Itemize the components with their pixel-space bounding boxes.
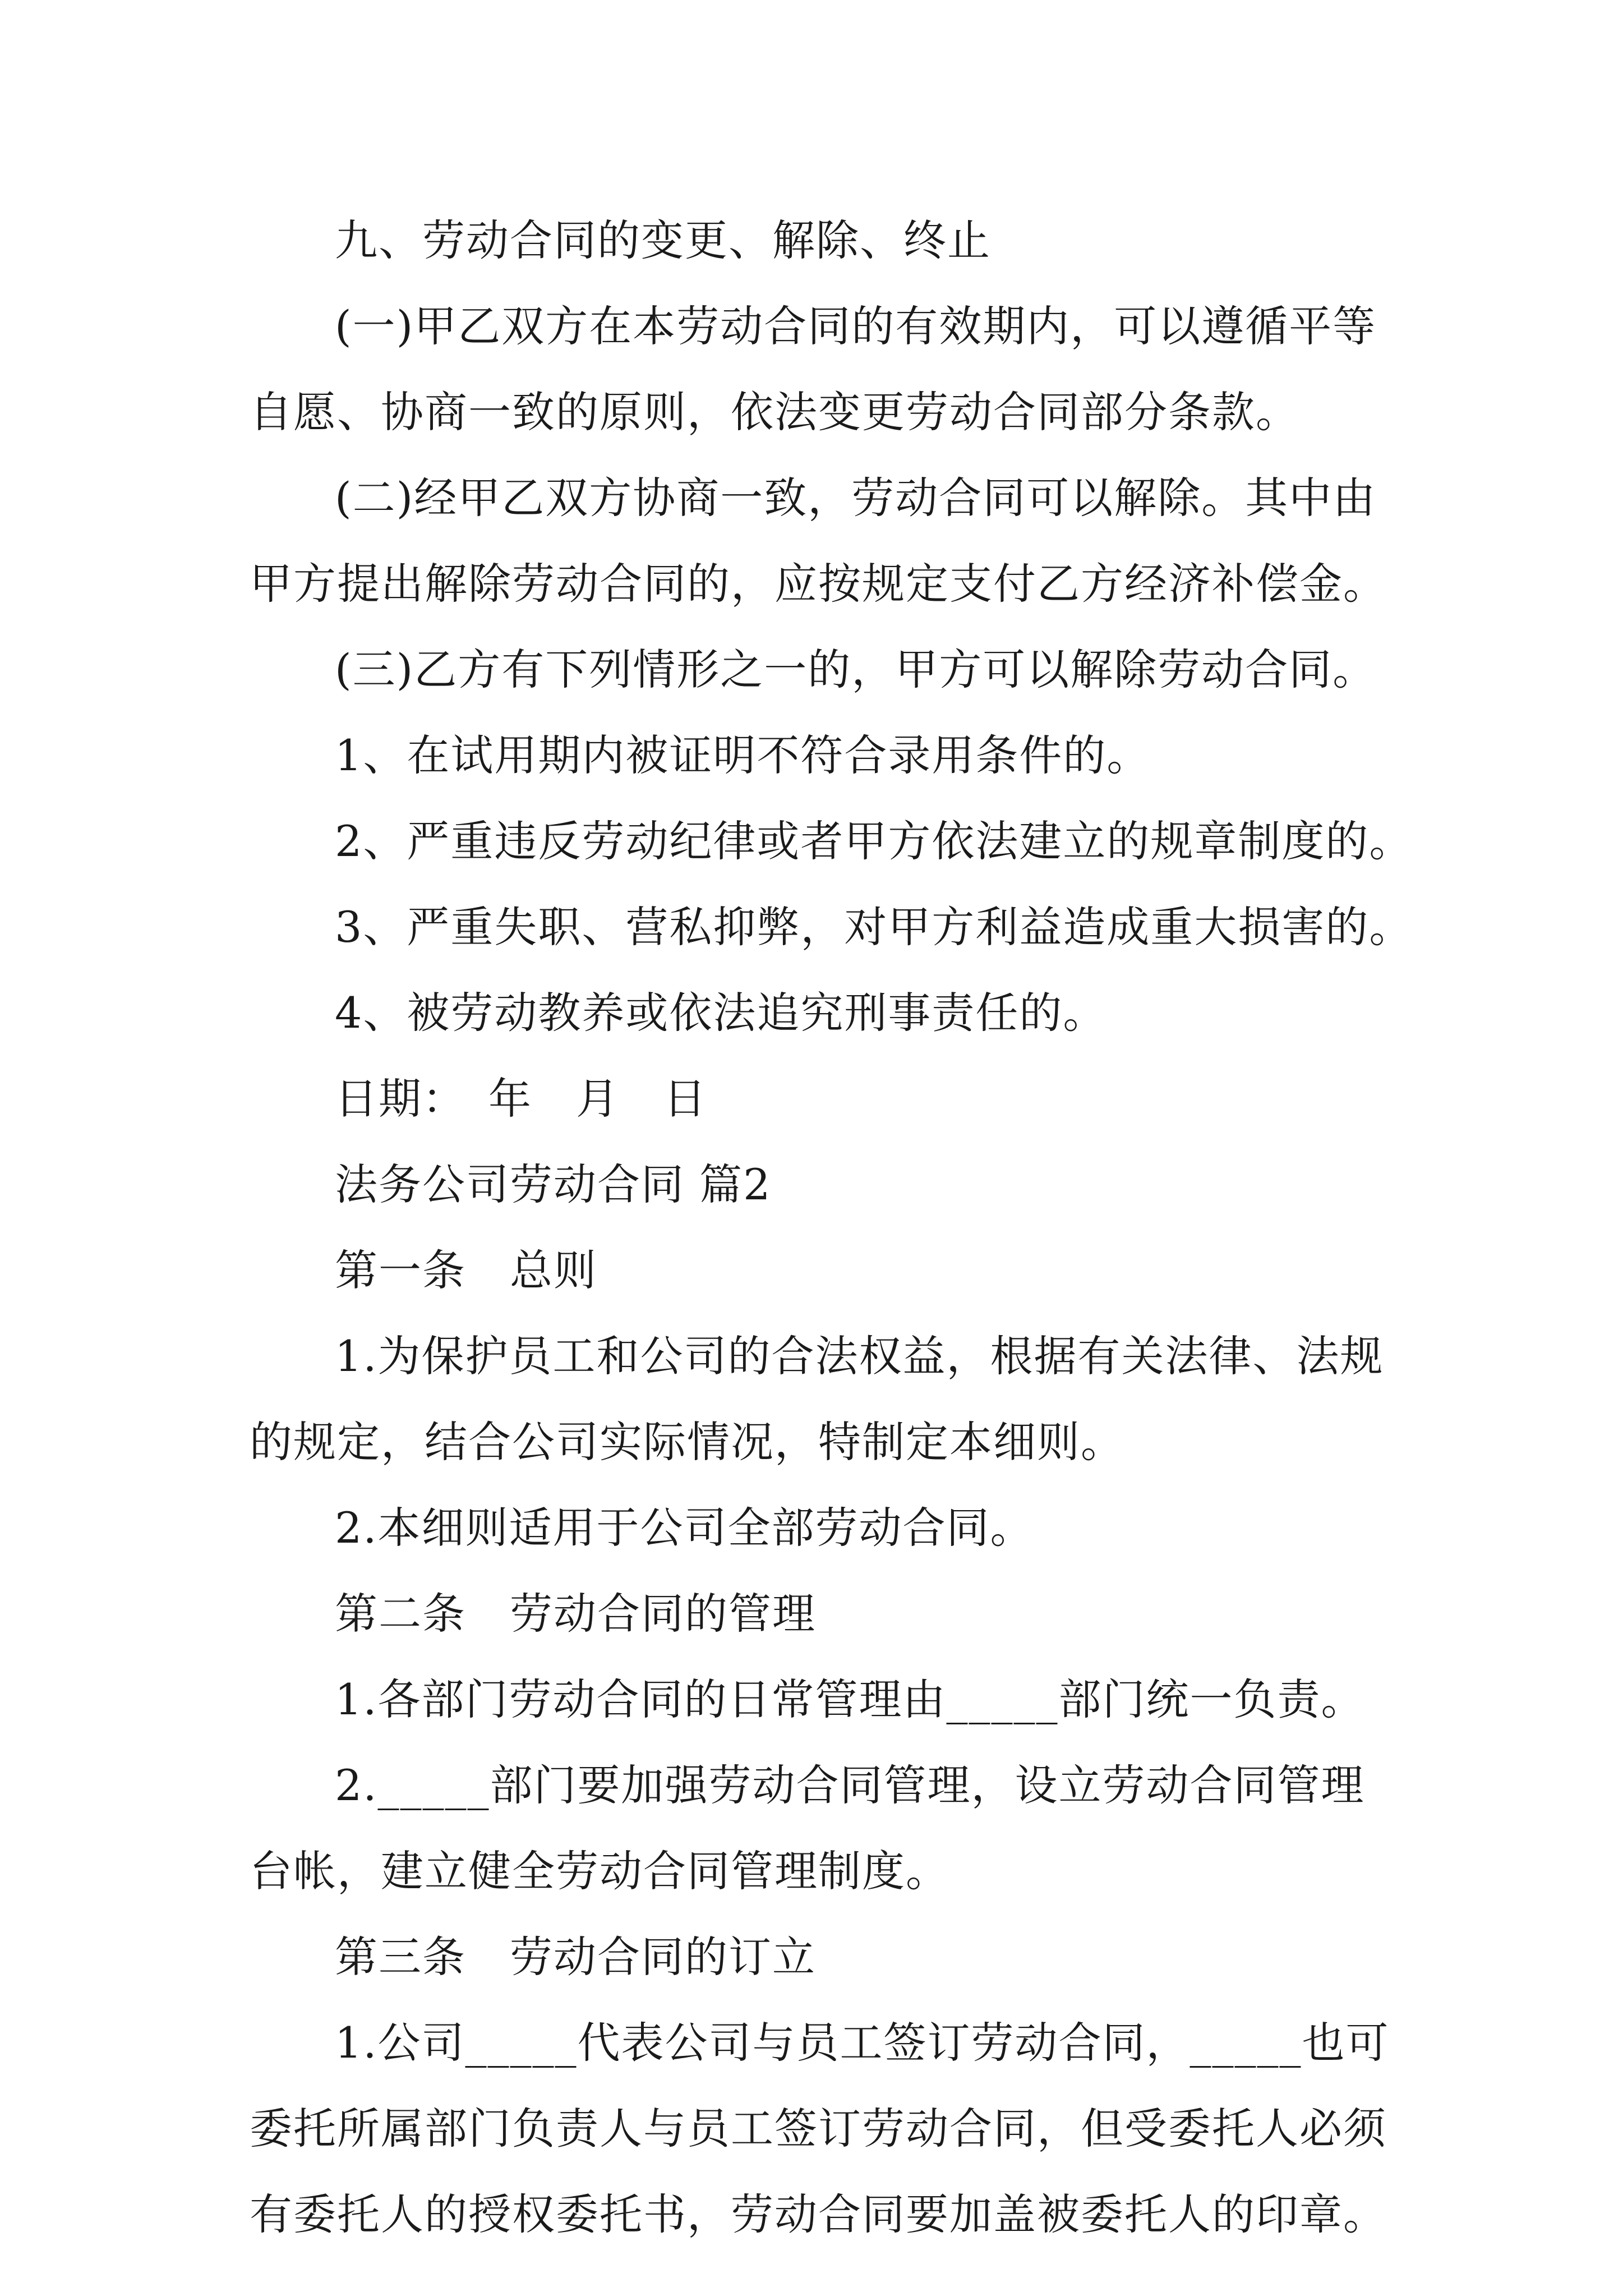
text-line: 1.为保护员工和公司的合法权益，根据有关法律、法规: [335, 1331, 1384, 1381]
text-line: 有委托人的授权委托书，劳动合同要加盖被委托人的印章。: [250, 2189, 1387, 2239]
text-line: 1、在试用期内被证明不符合录用条件的。: [335, 730, 1151, 780]
text-line: 1.各部门劳动合同的日常管理由_____部门统一负责。: [335, 1674, 1365, 1724]
text-line: 2.本细则适用于公司全部劳动合同。: [335, 1503, 1034, 1553]
text-line: 法务公司劳动合同 篇2: [335, 1159, 772, 1209]
text-line: 台帐，建立健全劳动合同管理制度。: [250, 1846, 949, 1896]
text-line: (一)甲乙双方在本劳动合同的有效期内，可以遵循平等: [335, 301, 1377, 351]
text-line: 第三条 劳动合同的订立: [335, 1932, 816, 1982]
text-line: 2._____部门要加强劳动合同管理，设立劳动合同管理: [335, 1760, 1365, 1810]
text-line: 3、严重失职、营私抑弊，对甲方利益造成重大损害的。: [335, 902, 1413, 952]
text-line: 2、严重违反劳动纪律或者甲方依法建立的规章制度的。: [335, 816, 1413, 866]
text-line: 4、被劳动教养或依法追究刑事责任的。: [335, 988, 1107, 1038]
text-line: 第一条 总则: [335, 1245, 597, 1295]
text-line: 的规定，结合公司实际情况，特制定本细则。: [250, 1417, 1124, 1467]
text-line: 自愿、协商一致的原则，依法变更劳动合同部分条款。: [250, 387, 1299, 437]
text-line: 第二条 劳动合同的管理: [335, 1589, 816, 1639]
text-line: 甲方提出解除劳动合同的，应按规定支付乙方经济补偿金。: [250, 559, 1387, 609]
text-line: 委托所属部门负责人与员工签订劳动合同，但受委托人必须: [250, 2104, 1387, 2154]
text-line: (三)乙方有下列情形之一的，甲方可以解除劳动合同。: [335, 645, 1377, 694]
document-body: [250, 197, 1413, 2257]
text-line: 九、劳动合同的变更、解除、终止: [335, 215, 991, 265]
text-line: 日期： 年 月 日: [335, 1074, 707, 1124]
text-line: (二)经甲乙双方协商一致，劳动合同可以解除。其中由: [335, 473, 1377, 523]
text-line: 1.公司_____代表公司与员工签订劳动合同，_____也可: [335, 2018, 1390, 2068]
